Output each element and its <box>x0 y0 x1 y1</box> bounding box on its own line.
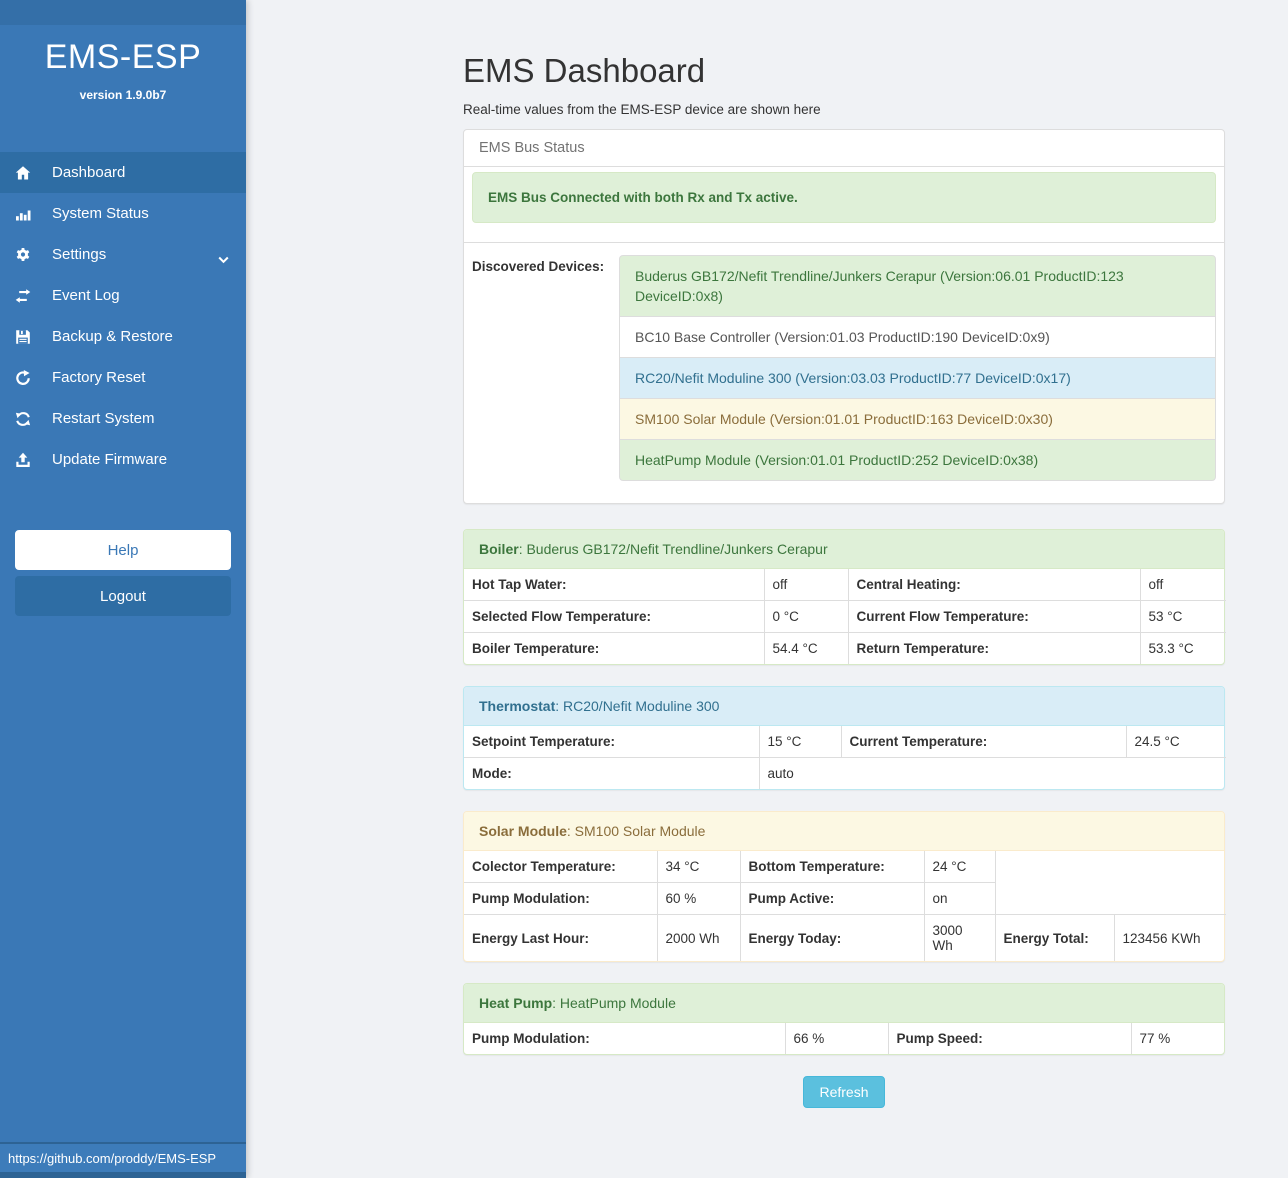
sidebar-bottom-strip <box>0 1172 246 1178</box>
table-row: Pump Modulation: 60 % Pump Active: on <box>464 883 1226 915</box>
heatpump-table <box>464 1023 1226 1054</box>
heat-pump-panel <box>463 983 1225 1055</box>
solar-module-panel <box>463 811 1225 962</box>
sidebar-item-label: Dashboard <box>52 164 126 181</box>
sidebar-top-strip <box>0 0 246 25</box>
upload-icon <box>14 452 31 468</box>
thermostat-panel-name: Thermostat <box>479 698 556 714</box>
logout-button[interactable]: Logout <box>15 576 231 616</box>
main-content <box>463 0 1225 1108</box>
gear-icon <box>14 247 31 263</box>
thermostat-table <box>464 726 1226 789</box>
table-row: Hot Tap Water: off Central Heating: off <box>464 569 1226 601</box>
app-title: EMS-ESP <box>44 38 202 76</box>
sidebar-item-backup-restore[interactable] <box>0 316 246 357</box>
panel-heading: EMS Bus Status <box>464 130 1224 167</box>
table-row: Selected Flow Temperature: 0 °C Current Flow Temperature: 53 °C <box>464 601 1226 633</box>
repeat-icon <box>14 370 31 386</box>
page-title: EMS Dashboard <box>463 52 706 89</box>
sidebar-item-label: Update Firmware <box>52 451 168 468</box>
bus-connected-alert: EMS Bus Connected with both Rx and Tx active. <box>472 172 1216 223</box>
page-subtitle: Real-time values from the EMS-ESP device are shown here <box>463 102 821 117</box>
app-version: version 1.9.0b7 <box>79 88 167 102</box>
boiler-panel-heading <box>464 530 1224 569</box>
solar-table <box>464 851 1226 961</box>
device-list-item: HeatPump Module (Version:01.01 ProductID:252 DeviceID:0x38) <box>619 439 1216 481</box>
sidebar-item-label: Settings <box>52 246 107 263</box>
sidebar-item-system-status[interactable] <box>0 193 246 234</box>
table-row: Setpoint Temperature: 15 °C Current Temperature: 24.5 °C <box>464 726 1226 758</box>
device-list-item: BC10 Base Controller (Version:01.03 ProductID:190 DeviceID:0x9) <box>619 316 1216 358</box>
solar-device-name: : SM100 Solar Module <box>566 823 706 839</box>
sidebar-item-dashboard[interactable] <box>0 152 246 193</box>
heatpump-panel-name: Heat Pump <box>479 995 553 1011</box>
heatpump-device-name: : HeatPump Module <box>552 995 676 1011</box>
status-bar-url: https://github.com/proddy/EMS-ESP <box>0 1142 246 1172</box>
sidebar-item-event-log[interactable] <box>0 275 246 316</box>
heatpump-panel-heading <box>464 984 1224 1023</box>
table-row: Mode: auto <box>464 758 1226 790</box>
sidebar-item-label: Factory Reset <box>52 369 146 386</box>
boiler-panel-name: Boiler <box>479 541 519 557</box>
sidebar-item-label: System Status <box>52 205 149 222</box>
sidebar <box>0 0 246 1178</box>
refresh-icon <box>14 411 31 427</box>
boiler-device-name: : Buderus GB172/Nefit Trendline/Junkers Cerapur <box>518 541 828 557</box>
floppy-icon <box>14 329 31 345</box>
sidebar-item-label: Restart System <box>52 410 155 427</box>
sidebar-item-label: Backup & Restore <box>52 328 173 345</box>
sidebar-nav <box>0 152 246 480</box>
sidebar-item-settings[interactable] <box>0 234 246 275</box>
chevron-down-icon <box>218 251 229 268</box>
table-row: Boiler Temperature: 54.4 °C Return Temperature: 53.3 °C <box>464 633 1226 665</box>
discovered-devices-label: Discovered Devices: <box>472 259 605 274</box>
thermostat-panel-heading <box>464 687 1224 726</box>
solar-panel-name: Solar Module <box>479 823 567 839</box>
boiler-table <box>464 569 1226 664</box>
bar-chart-icon <box>14 206 31 222</box>
device-list-item: SM100 Solar Module (Version:01.01 ProductID:163 DeviceID:0x30) <box>619 398 1216 440</box>
thermostat-panel <box>463 686 1225 790</box>
device-list <box>619 255 1216 481</box>
thermostat-device-name: : RC20/Nefit Moduline 300 <box>555 698 720 714</box>
home-icon <box>14 165 31 181</box>
sidebar-item-factory-reset[interactable] <box>0 357 246 398</box>
boiler-panel <box>463 529 1225 665</box>
transfer-icon <box>14 288 31 304</box>
device-list-item: Buderus GB172/Nefit Trendline/Junkers Cerapur (Version:06.01 ProductID:123 DeviceID:0x8) <box>619 255 1216 317</box>
sidebar-item-label: Event Log <box>52 287 120 304</box>
device-list-item: RC20/Nefit Moduline 300 (Version:03.03 ProductID:77 DeviceID:0x17) <box>619 357 1216 399</box>
table-row: Energy Last Hour: 2000 Wh Energy Today: 3000 Wh Energy Total: 123456 KWh <box>464 915 1226 962</box>
solar-panel-heading <box>464 812 1224 851</box>
help-button[interactable]: Help <box>15 530 231 570</box>
discovered-devices <box>464 242 1224 503</box>
ems-bus-status-panel <box>463 129 1225 504</box>
table-row: Pump Modulation: 66 % Pump Speed: 77 % <box>464 1023 1226 1054</box>
sidebar-item-update-firmware[interactable] <box>0 439 246 480</box>
refresh-button[interactable]: Refresh <box>803 1076 884 1108</box>
table-row: Colector Temperature: 34 °C Bottom Temperature: 24 °C <box>464 851 1226 883</box>
sidebar-item-restart-system[interactable] <box>0 398 246 439</box>
